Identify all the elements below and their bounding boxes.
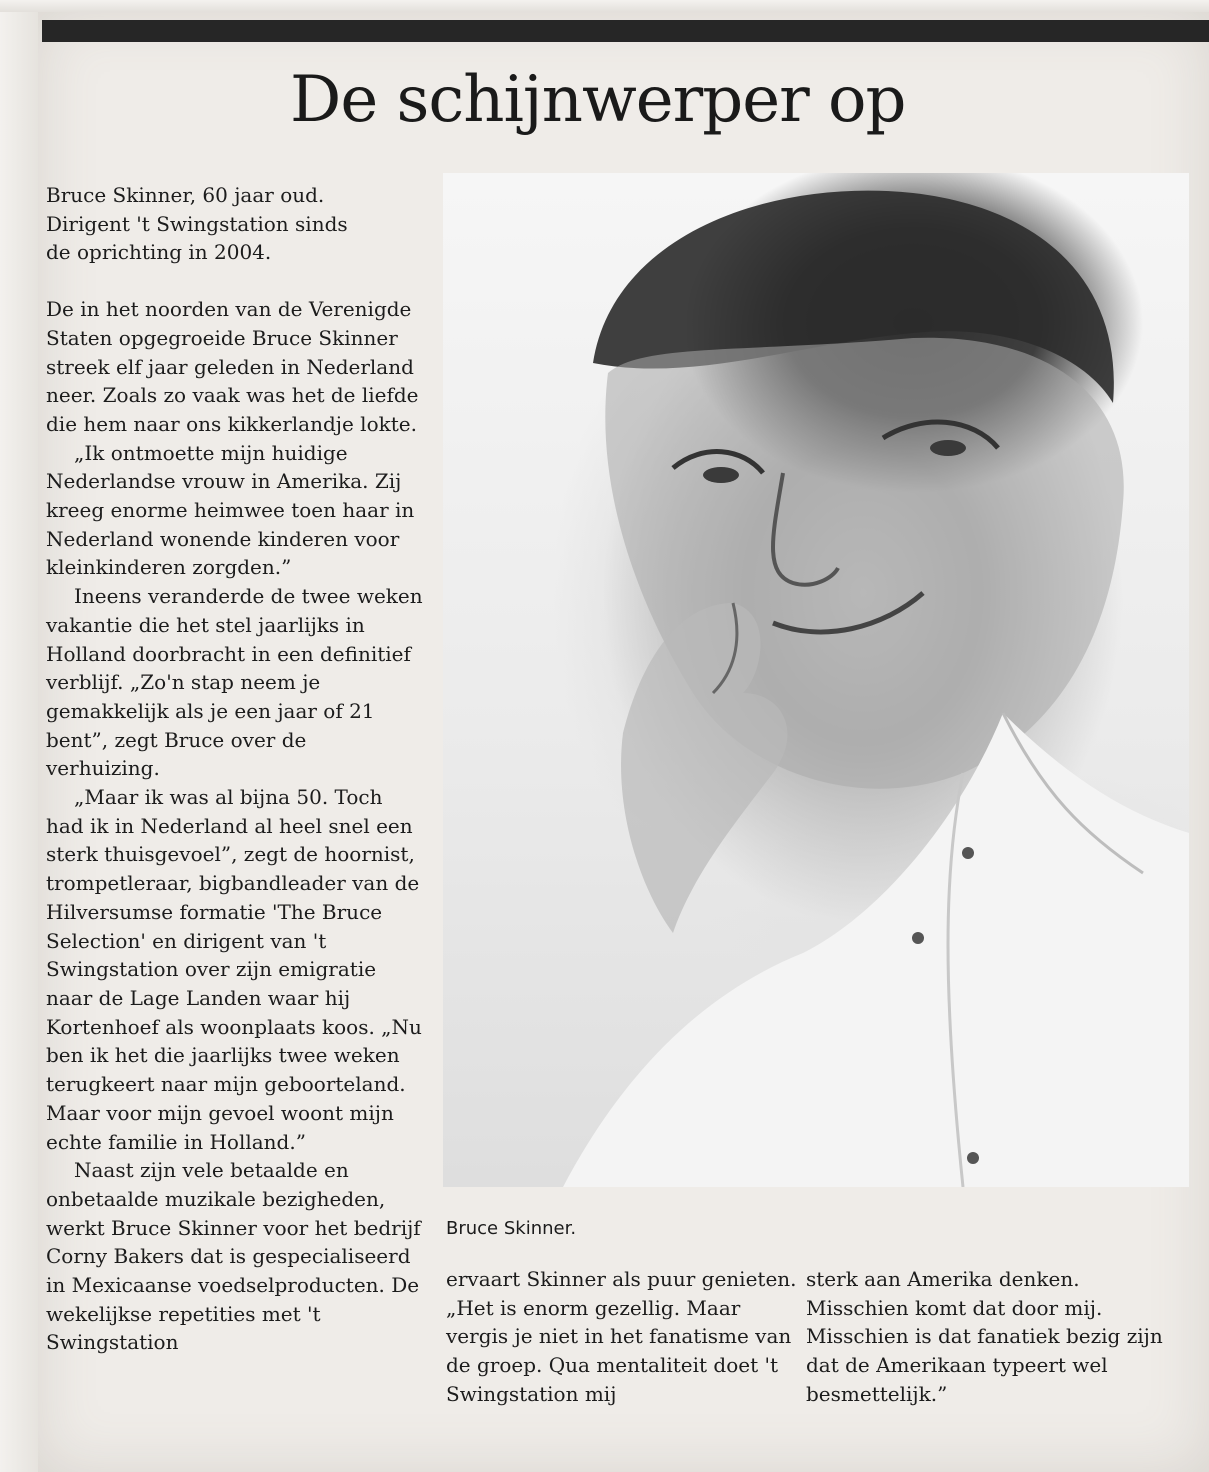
- paragraph: Ineens veranderde de twee weken vakantie die het stel jaarlijks in Holland doorbracht in een definitief verblijf. „Zo'n stap neem je gemakkelijk als je een jaar of 21 bent”, zegt Bruce over de verhuizing.: [46, 584, 423, 781]
- portrait-photo: [443, 173, 1189, 1187]
- intro-line: de oprichting in 2004.: [46, 240, 272, 265]
- article-column-3: [806, 1265, 1186, 1409]
- intro-line: Dirigent 't Swingstation sinds: [46, 211, 348, 236]
- paragraph: Naast zijn vele betaalde en onbetaalde muzikale bezigheden, werkt Bruce Skinner voor het bedrijf Corny Bakers dat is gespecialiseerd in Mexicaanse voedselproducten. De wekelijkse repetities met 't Swingstation: [46, 1158, 421, 1355]
- page-edge-top: [0, 0, 1209, 12]
- portrait-illustration: [443, 173, 1189, 1187]
- paragraph: „Ik ontmoette mijn huidige Nederlandse vrouw in Amerika. Zij kreeg enorme heimwee toen haar in Nederland wonende kinderen voor kleinkinderen zorgden.”: [46, 440, 415, 580]
- page-margin-left: [0, 0, 38, 1472]
- article-column-1: [46, 181, 426, 1357]
- paragraph: sterk aan Amerika denken. Misschien komt dat door mij. Misschien is dat fanatiek bezig zijn dat de Amerikaan typeert wel besmettelijk.”: [806, 1267, 1163, 1406]
- intro-line: Bruce Skinner, 60 jaar oud.: [46, 183, 325, 207]
- photo-caption: Bruce Skinner.: [446, 1218, 577, 1239]
- headline: De schijnwerper op: [290, 63, 906, 137]
- paragraph: ervaart Skinner als puur genieten. „Het is enorm gezellig. Maar vergis je niet in het fanatisme van de groep. Qua mentaliteit doet 't Swingstation mij: [446, 1267, 797, 1406]
- section-rule: [42, 20, 1209, 42]
- paragraph: „Maar ik was al bijna 50. Toch had ik in Nederland al heel snel een sterk thuisgevoel”, zegt de hoornist, trompetleraar, bigbandleader van de Hilversumse formatie 'The Bruce Selection' en dirigent van 't Swingstation over zijn emigratie naar de Lage Landen waar hij Kortenhoef als woonplaats koos. „Nu ben ik het die jaarlijks twee weken terugkeert naar mijn geboorteland. Maar voor mijn gevoel woont mijn echte familie in Holland.”: [46, 785, 422, 1154]
- paragraph: De in het noorden van de Verenigde Staten opgegroeide Bruce Skinner streek elf jaar geleden in Nederland neer. Zoals zo vaak was het de liefde die hem naar ons kikkerlandje lokte.: [46, 297, 419, 436]
- intro-block: [46, 181, 426, 267]
- article-column-2: [446, 1265, 806, 1409]
